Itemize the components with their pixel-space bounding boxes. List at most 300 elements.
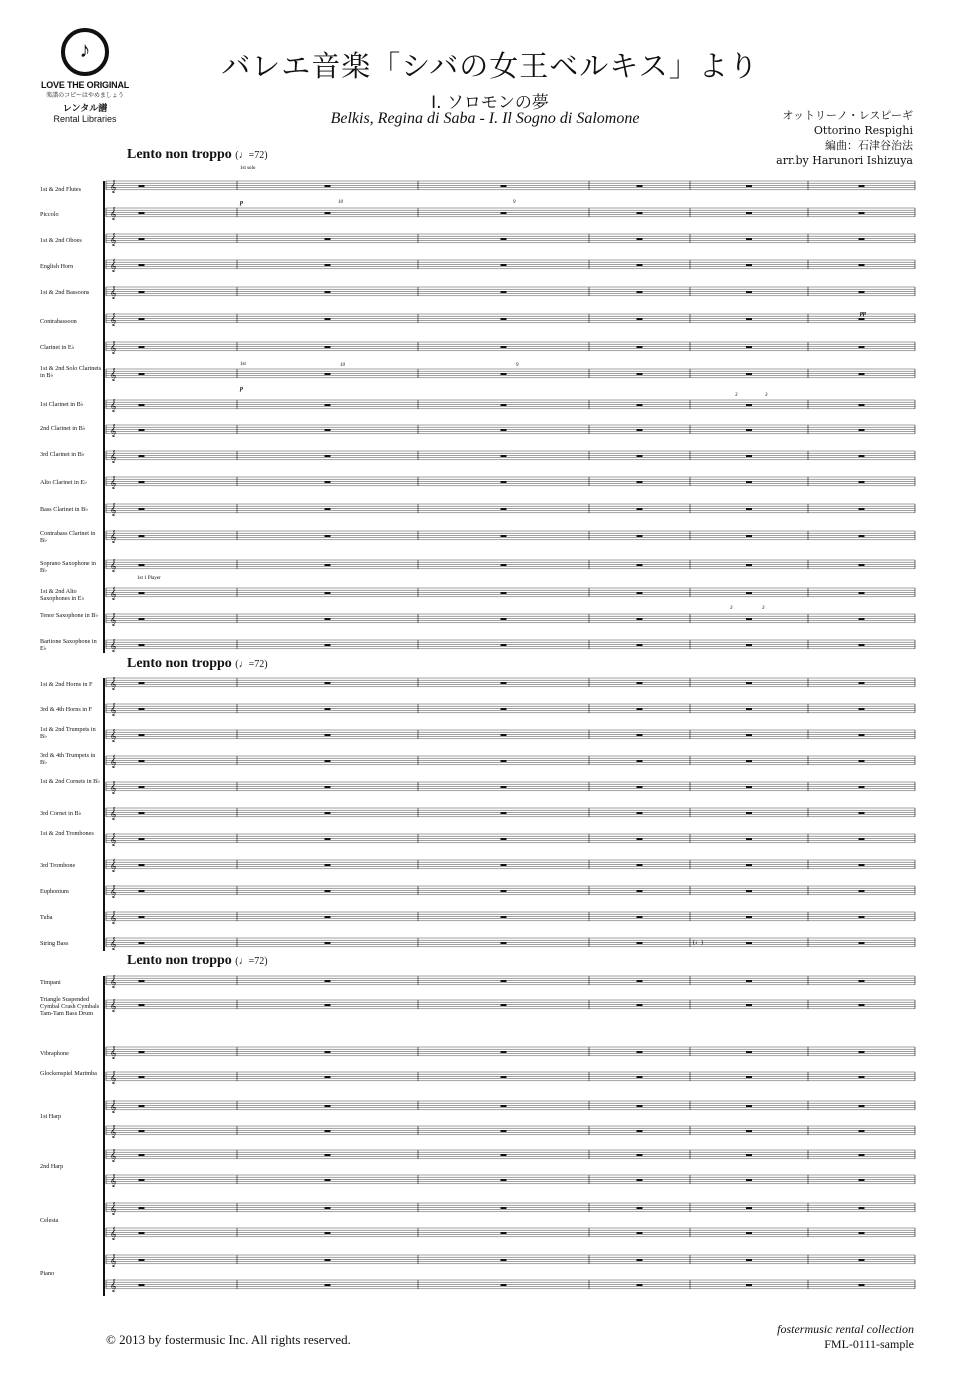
- whole-rest: [859, 812, 865, 814]
- whole-rest: [637, 1207, 643, 1209]
- clef: 𝄞: [110, 730, 117, 742]
- tempo-marking-percussion: Lento non troppo (♩=72): [127, 953, 268, 968]
- whole-rest: [501, 318, 507, 320]
- whole-rest: [139, 864, 145, 866]
- whole-rest: [637, 1105, 643, 1107]
- clef: 𝄞: [110, 860, 117, 872]
- score-title: バレエ音楽「シバの女王ベルキス」より: [221, 49, 759, 83]
- whole-rest: [859, 864, 865, 866]
- whole-rest: [859, 429, 865, 431]
- whole-rest: [859, 404, 865, 406]
- logo-rental-jp: レンタル譜: [62, 103, 108, 113]
- instrument-label: Piano: [40, 1270, 55, 1277]
- whole-rest: [325, 1154, 331, 1156]
- instrument-label: 3rd & 4th Horns in F: [40, 706, 93, 713]
- whole-rest: [501, 760, 507, 762]
- dynamic-clarinet: p: [240, 386, 243, 392]
- clef: 𝄞: [110, 1175, 117, 1187]
- whole-rest: [859, 644, 865, 646]
- whole-rest: [139, 185, 145, 187]
- instrument-label: Soprano Saxophone in B♭: [40, 560, 97, 574]
- whole-rest: [859, 373, 865, 375]
- whole-rest: [859, 682, 865, 684]
- whole-rest: [139, 812, 145, 814]
- whole-rest: [139, 1105, 145, 1107]
- whole-rest: [325, 644, 331, 646]
- whole-rest: [139, 838, 145, 840]
- whole-rest: [637, 404, 643, 406]
- whole-rest: [746, 682, 752, 684]
- whole-rest: [859, 618, 865, 620]
- whole-rest: [859, 185, 865, 187]
- whole-rest: [746, 760, 752, 762]
- whole-rest: [139, 682, 145, 684]
- whole-rest: [501, 1284, 507, 1286]
- whole-rest: [859, 1232, 865, 1234]
- whole-rest: [637, 535, 643, 537]
- whole-rest: [637, 980, 643, 982]
- whole-rest: [859, 838, 865, 840]
- whole-rest: [637, 264, 643, 266]
- whole-rest: [325, 838, 331, 840]
- whole-rest: [746, 1259, 752, 1261]
- instrument-label: Clarinet in E♭: [40, 344, 75, 351]
- whole-rest: [139, 916, 145, 918]
- whole-rest: [501, 1004, 507, 1006]
- whole-rest: [325, 481, 331, 483]
- collection-name: fostermusic rental collection: [777, 1322, 914, 1336]
- instrument-label: Glockenspiel Marimba: [40, 1070, 97, 1077]
- whole-rest: [501, 708, 507, 710]
- whole-rest: [325, 564, 331, 566]
- whole-rest: [746, 1179, 752, 1181]
- whole-rest: [859, 708, 865, 710]
- clef: 𝄞: [110, 260, 117, 272]
- whole-rest: [637, 1179, 643, 1181]
- whole-rest: [746, 618, 752, 620]
- whole-rest: [501, 429, 507, 431]
- whole-rest: [746, 508, 752, 510]
- whole-rest: [637, 185, 643, 187]
- clef: 𝄞: [110, 1255, 117, 1267]
- whole-rest: [859, 564, 865, 566]
- instrument-label: 1st & 2nd Oboes: [40, 237, 82, 244]
- whole-rest: [859, 264, 865, 266]
- whole-rest: [746, 238, 752, 240]
- instrument-label: 3rd & 4th Trumpets in B♭: [40, 752, 96, 766]
- instrument-label: Triangle Suspended Cymbal Crash Cymbals Tam-Tam Bass Drum: [40, 996, 100, 1017]
- whole-rest: [859, 916, 865, 918]
- clef: 𝄞: [110, 287, 117, 299]
- clef: 𝄞: [110, 834, 117, 846]
- whole-rest: [746, 318, 752, 320]
- clef: 𝄞: [110, 614, 117, 626]
- whole-rest: [139, 942, 145, 944]
- whole-rest: [325, 734, 331, 736]
- whole-rest: [139, 618, 145, 620]
- whole-rest: [139, 1051, 145, 1053]
- instrument-label: 2nd Harp: [40, 1163, 64, 1170]
- instrument-label: Celesta: [40, 1217, 59, 1224]
- clef: 𝄞: [110, 369, 117, 381]
- whole-rest: [325, 760, 331, 762]
- whole-rest: [501, 734, 507, 736]
- whole-rest: [859, 1004, 865, 1006]
- whole-rest: [501, 455, 507, 457]
- whole-rest: [325, 1259, 331, 1261]
- instrument-label: 3rd Trombone: [40, 862, 76, 869]
- whole-rest: [637, 708, 643, 710]
- clef: 𝄞: [110, 425, 117, 437]
- logo-rental-en: Rental Libraries: [53, 114, 117, 124]
- clef: 𝄞: [110, 678, 117, 690]
- whole-rest: [637, 1232, 643, 1234]
- whole-rest: [746, 1004, 752, 1006]
- note-logo-icon: ♪: [61, 28, 109, 76]
- whole-rest: [501, 373, 507, 375]
- whole-rest: [859, 291, 865, 293]
- whole-rest: [746, 812, 752, 814]
- whole-rest: [859, 212, 865, 214]
- whole-rest: [325, 942, 331, 944]
- instrument-label: 1st & 2nd Bassoons: [40, 289, 90, 296]
- instrument-label: 1st & 2nd Trumpets in B♭: [40, 726, 96, 740]
- whole-rest: [325, 318, 331, 320]
- whole-rest: [746, 481, 752, 483]
- instrument-label: Vibraphone: [40, 1050, 69, 1057]
- whole-rest: [325, 812, 331, 814]
- instrument-label: Baritone Saxophone in E♭: [40, 638, 97, 652]
- whole-rest: [859, 760, 865, 762]
- whole-rest: [325, 429, 331, 431]
- clef: 𝄞: [110, 756, 117, 768]
- whole-rest: [325, 708, 331, 710]
- whole-rest: [325, 618, 331, 620]
- whole-rest: [501, 1179, 507, 1181]
- whole-rest: [139, 708, 145, 710]
- whole-rest: [746, 291, 752, 293]
- whole-rest: [325, 980, 331, 982]
- whole-rest: [325, 508, 331, 510]
- whole-rest: [637, 618, 643, 620]
- whole-rest: [746, 1232, 752, 1234]
- whole-rest: [746, 212, 752, 214]
- whole-rest: [501, 185, 507, 187]
- whole-rest: [501, 1051, 507, 1053]
- whole-rest: [139, 318, 145, 320]
- whole-rest: [501, 1232, 507, 1234]
- whole-rest: [637, 864, 643, 866]
- clef: 𝄞: [110, 314, 117, 326]
- whole-rest: [325, 592, 331, 594]
- whole-rest: [859, 481, 865, 483]
- whole-rest: [501, 592, 507, 594]
- whole-rest: [501, 212, 507, 214]
- catalog-code: FML-0111-sample: [824, 1337, 914, 1351]
- whole-rest: [325, 1076, 331, 1078]
- whole-rest: [637, 318, 643, 320]
- whole-rest: [746, 346, 752, 348]
- whole-rest: [746, 185, 752, 187]
- whole-rest: [325, 682, 331, 684]
- whole-rest: [501, 264, 507, 266]
- whole-rest: [325, 1232, 331, 1234]
- whole-rest: [139, 429, 145, 431]
- clef: 𝄞: [110, 400, 117, 412]
- whole-rest: [139, 238, 145, 240]
- clef: 𝄞: [110, 477, 117, 489]
- arranger: arr.by Harunori Ishizuya: [776, 154, 913, 167]
- whole-rest: [325, 1284, 331, 1286]
- instrument-label: 1st & 2nd Flutes: [40, 186, 82, 193]
- arranger-jp: 編曲：石津谷治法: [825, 139, 913, 152]
- whole-rest: [637, 734, 643, 736]
- whole-rest: [746, 708, 752, 710]
- whole-rest: [325, 404, 331, 406]
- whole-rest: [859, 318, 865, 320]
- clef: 𝄞: [110, 342, 117, 354]
- whole-rest: [637, 786, 643, 788]
- clef: 𝄞: [110, 1000, 117, 1012]
- whole-rest: [637, 760, 643, 762]
- whole-rest: [746, 786, 752, 788]
- clef: 𝄞: [110, 1126, 117, 1138]
- whole-rest: [139, 1130, 145, 1132]
- whole-rest: [139, 455, 145, 457]
- clef: 𝄞: [110, 451, 117, 463]
- copyright: © 2013 by fostermusic Inc. All rights reserved.: [106, 1332, 351, 1347]
- whole-rest: [859, 1076, 865, 1078]
- whole-rest: [139, 760, 145, 762]
- whole-rest: [746, 734, 752, 736]
- instrument-label: 1st & 2nd Alto Saxophones in E♭: [40, 588, 85, 602]
- whole-rest: [139, 564, 145, 566]
- whole-rest: [746, 644, 752, 646]
- clef: 𝄞: [110, 1280, 117, 1292]
- whole-rest: [859, 1154, 865, 1156]
- clef: 𝄞: [110, 234, 117, 246]
- clef: 𝄞: [110, 640, 117, 652]
- whole-rest: [501, 786, 507, 788]
- whole-rest: [637, 682, 643, 684]
- whole-rest: [139, 212, 145, 214]
- whole-rest: [859, 1179, 865, 1181]
- whole-rest: [501, 890, 507, 892]
- clef: 𝄞: [110, 782, 117, 794]
- whole-rest: [859, 1284, 865, 1286]
- whole-rest: [637, 1154, 643, 1156]
- whole-rest: [139, 1207, 145, 1209]
- whole-rest: [325, 346, 331, 348]
- whole-rest: [139, 1179, 145, 1181]
- whole-rest: [859, 238, 865, 240]
- whole-rest: [746, 1130, 752, 1132]
- clef: 𝄞: [110, 208, 117, 220]
- whole-rest: [859, 1259, 865, 1261]
- whole-rest: [746, 455, 752, 457]
- whole-rest: [746, 1051, 752, 1053]
- dynamic-bassoon: pp: [860, 311, 866, 317]
- tuplet-9-clarinet: 9: [516, 363, 519, 368]
- whole-rest: [139, 1076, 145, 1078]
- whole-rest: [746, 916, 752, 918]
- whole-rest: [637, 373, 643, 375]
- whole-rest: [859, 1051, 865, 1053]
- whole-rest: [637, 644, 643, 646]
- tuplet-3-a: 3: [735, 393, 738, 398]
- whole-rest: [139, 1004, 145, 1006]
- whole-rest: [637, 429, 643, 431]
- clef: 𝄞: [110, 808, 117, 820]
- solo-marking: 1st solo: [240, 166, 256, 171]
- tempo-marking-brass: Lento non troppo (♩=72): [127, 656, 268, 671]
- instrument-label: 3rd Clarinet in B♭: [40, 451, 85, 458]
- clef: 𝄞: [110, 588, 117, 600]
- whole-rest: [746, 838, 752, 840]
- clef: 𝄞: [110, 1203, 117, 1215]
- instrument-label: 1st & 2nd Cornets in B♭: [40, 778, 101, 785]
- whole-rest: [746, 535, 752, 537]
- instrument-label: String Bass: [40, 940, 69, 947]
- whole-rest: [139, 734, 145, 736]
- logo-notice: 楽譜のコピーはやめましょう: [46, 93, 124, 99]
- whole-rest: [501, 980, 507, 982]
- whole-rest: [637, 1076, 643, 1078]
- whole-rest: [746, 404, 752, 406]
- whole-rest: [139, 1284, 145, 1286]
- whole-rest: [746, 1154, 752, 1156]
- whole-rest: [325, 1051, 331, 1053]
- whole-rest: [859, 592, 865, 594]
- whole-rest: [139, 373, 145, 375]
- whole-rest: [501, 291, 507, 293]
- whole-rest: [139, 1232, 145, 1234]
- instrument-label: Piccolo: [40, 211, 59, 218]
- whole-rest: [325, 1130, 331, 1132]
- paren-note: (♩): [693, 940, 703, 946]
- whole-rest: [139, 592, 145, 594]
- whole-rest: [325, 1105, 331, 1107]
- staff-systems: [104, 180, 915, 1296]
- whole-rest: [501, 238, 507, 240]
- whole-rest: [637, 592, 643, 594]
- whole-rest: [746, 564, 752, 566]
- instrument-label: Tuba: [40, 914, 53, 921]
- whole-rest: [637, 455, 643, 457]
- whole-rest: [637, 1051, 643, 1053]
- whole-rest: [501, 942, 507, 944]
- whole-rest: [139, 346, 145, 348]
- whole-rest: [637, 1284, 643, 1286]
- clef: 𝄞: [110, 938, 117, 950]
- whole-rest: [501, 682, 507, 684]
- whole-rest: [746, 942, 752, 944]
- clef: 𝄞: [110, 704, 117, 716]
- whole-rest: [746, 1207, 752, 1209]
- whole-rest: [501, 508, 507, 510]
- composer-jp: オットリーノ・レスピーギ: [782, 109, 913, 122]
- clef: 𝄞: [110, 1228, 117, 1240]
- whole-rest: [139, 264, 145, 266]
- whole-rest: [325, 1207, 331, 1209]
- whole-rest: [325, 238, 331, 240]
- clef: 𝄞: [110, 976, 117, 988]
- whole-rest: [859, 980, 865, 982]
- whole-rest: [501, 564, 507, 566]
- whole-rest: [139, 291, 145, 293]
- clef: 𝄞: [110, 1101, 117, 1113]
- whole-rest: [746, 592, 752, 594]
- whole-rest: [637, 481, 643, 483]
- instrument-label: Bass Clarinet in B♭: [40, 506, 89, 513]
- whole-rest: [746, 429, 752, 431]
- whole-rest: [501, 1130, 507, 1132]
- whole-rest: [139, 786, 145, 788]
- whole-rest: [859, 1105, 865, 1107]
- instrument-label: Contrabass Clarinet in B♭: [40, 530, 96, 544]
- whole-rest: [325, 1179, 331, 1181]
- whole-rest: [501, 1105, 507, 1107]
- clef: 𝄞: [110, 1150, 117, 1162]
- instrument-label: 1st & 2nd Horns in F: [40, 681, 93, 688]
- instrument-label: 2nd Clarinet in B♭: [40, 425, 86, 432]
- instrument-label: Timpani: [40, 979, 61, 986]
- whole-rest: [746, 1076, 752, 1078]
- whole-rest: [746, 890, 752, 892]
- whole-rest: [501, 618, 507, 620]
- whole-rest: [139, 1154, 145, 1156]
- whole-rest: [859, 734, 865, 736]
- instrument-label: 3rd Cornet in B♭: [40, 810, 82, 817]
- whole-rest: [859, 455, 865, 457]
- whole-rest: [325, 212, 331, 214]
- italian-subtitle: Belkis, Regina di Saba - I. Il Sogno di Salomone: [330, 110, 640, 127]
- whole-rest: [325, 264, 331, 266]
- whole-rest: [139, 481, 145, 483]
- whole-rest: [859, 508, 865, 510]
- whole-rest: [325, 864, 331, 866]
- whole-rest: [139, 890, 145, 892]
- clef: 𝄞: [110, 504, 117, 516]
- whole-rest: [637, 564, 643, 566]
- whole-rest: [325, 1004, 331, 1006]
- whole-rest: [325, 185, 331, 187]
- logo-slogan: LOVE THE ORIGINAL: [40, 80, 130, 90]
- whole-rest: [859, 346, 865, 348]
- whole-rest: [325, 890, 331, 892]
- clef: 𝄞: [110, 912, 117, 924]
- whole-rest: [746, 1105, 752, 1107]
- whole-rest: [501, 1076, 507, 1078]
- whole-rest: [637, 346, 643, 348]
- whole-rest: [325, 916, 331, 918]
- composer: Ottorino Respighi: [813, 124, 913, 137]
- clef: 𝄞: [110, 1047, 117, 1059]
- instrument-label: Contrabassoon: [40, 318, 77, 325]
- tuplet-10: 10: [338, 200, 343, 205]
- whole-rest: [859, 1207, 865, 1209]
- whole-rest: [746, 864, 752, 866]
- whole-rest: [746, 264, 752, 266]
- whole-rest: [859, 535, 865, 537]
- whole-rest: [501, 346, 507, 348]
- whole-rest: [746, 373, 752, 375]
- clef: 𝄞: [110, 181, 117, 193]
- whole-rest: [325, 786, 331, 788]
- whole-rest: [139, 404, 145, 406]
- whole-rest: [859, 786, 865, 788]
- dynamic-flute: p: [240, 200, 243, 206]
